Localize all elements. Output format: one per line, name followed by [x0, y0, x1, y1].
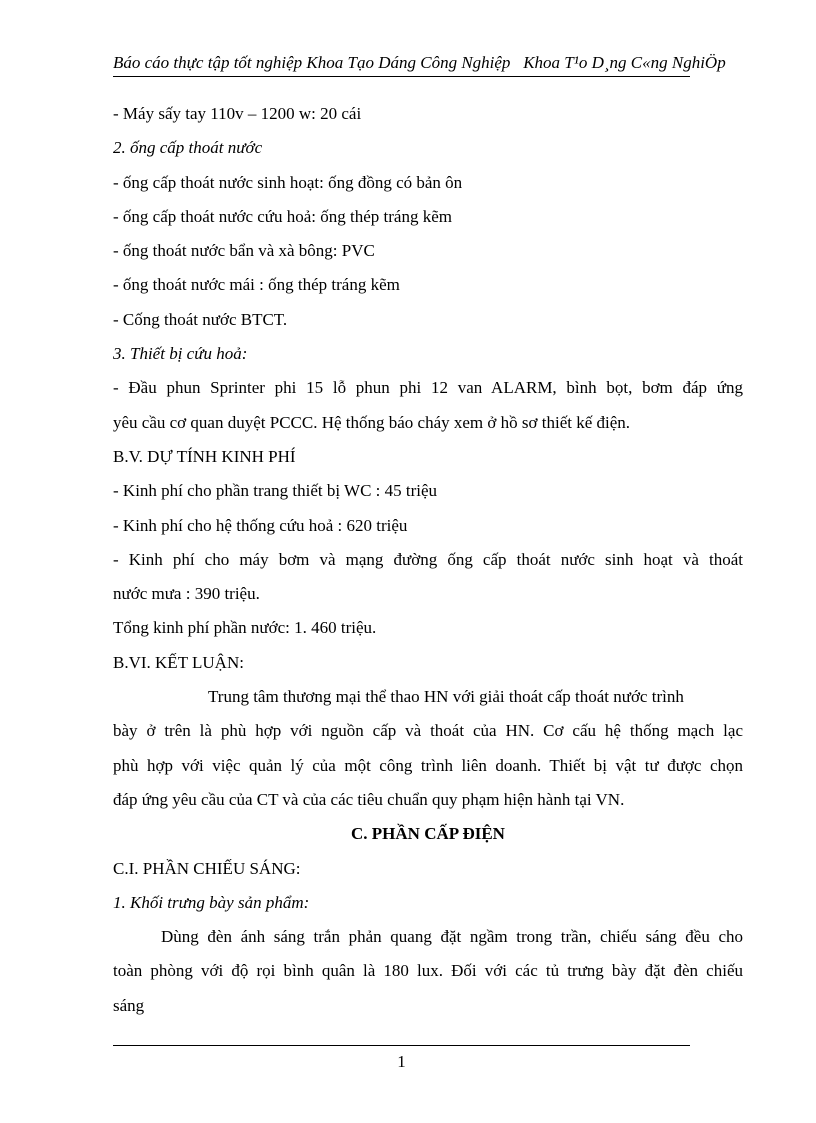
paragraph-line: sáng	[113, 995, 145, 1015]
list-item: - Cống thoát nước BTCT.	[113, 309, 288, 329]
page-header	[113, 52, 726, 77]
section-heading: 3. Thiết bị cứu hoả:	[113, 344, 248, 364]
equipment-line: - Máy sấy tay 110v – 1200 w: 20 cái	[113, 104, 362, 123]
list-item: - ống thoát nước mái : ống thép tráng kẽm	[113, 275, 400, 295]
header-left-text: Báo cáo thực tập tốt nghiệp Khoa Tạo Dáng Công Nghiệp	[113, 53, 511, 72]
section-heading: C.I. PHẦN CHIẾU SÁNG:	[113, 858, 301, 878]
total-line: Tổng kinh phí phần nước: 1. 460 triệu.	[113, 618, 377, 638]
footer-divider	[113, 1045, 690, 1046]
list-item: - Kinh phí cho phần trang thiết bị WC : 45 triệu	[113, 481, 438, 501]
chapter-title: C. PHẦN CẤP ĐIỆN	[351, 824, 505, 844]
paragraph-line: - Đầu phun Sprinter phi 15 lỗ phun phi 12 van ALARM, bình bọt, bơm đáp ứng	[113, 378, 743, 398]
list-item: - ống cấp thoát nước sinh hoạt: ống đồng có bản ôn	[113, 172, 463, 192]
document-body	[113, 97, 743, 1023]
paragraph-line: phù hợp với việc quản lý của một công trình liên doanh. Thiết bị vật tư được chọn	[113, 755, 743, 775]
paragraph-line: - Kinh phí cho máy bơm và mạng đường ống cấp thoát nước sinh hoạt và thoát	[113, 549, 743, 569]
section-heading: 2. ống cấp thoát nước	[113, 138, 263, 158]
list-item: - ống thoát nước bẩn và xà bông: PVC	[113, 241, 375, 261]
subsection-heading: 1. Khối trưng bày sản phẩm:	[113, 892, 310, 912]
paragraph-line: Trung tâm thương mại thể thao HN với giải thoát cấp thoát nước trình	[208, 687, 684, 707]
paragraph-line: toàn phòng với độ rọi bình quân là 180 lux. Đối với các tủ trưng bày đặt đèn chiếu	[113, 961, 743, 981]
paragraph-line: yêu cầu cơ quan duyệt PCCC. Hệ thống báo cháy xem ở hồ sơ thiết kế điện.	[113, 412, 631, 432]
paragraph-line: bày ở trên là phù hợp với nguồn cấp và thoát của HN. Cơ cấu hệ thống mạch lạc	[113, 721, 743, 741]
list-item: - ống cấp thoát nước cứu hoả: ống thép tráng kẽm	[113, 206, 452, 226]
header-right-text: Khoa T¹o D¸ng C«ng NghiÖp	[523, 53, 726, 72]
paragraph-line: nước mưa : 390 triệu.	[113, 584, 260, 604]
list-item: - Kinh phí cho hệ thống cứu hoả : 620 triệu	[113, 515, 408, 535]
paragraph-line: đáp ứng yêu cầu của CT và của các tiêu chuẩn quy phạm hiện hành tại VN.	[113, 789, 625, 809]
paragraph-line: Dùng đèn ánh sáng trắn phản quang đặt ngầm trong trần, chiếu sáng đều cho	[161, 927, 743, 947]
page-number: 1	[397, 1052, 406, 1071]
section-heading: B.VI. KẾT LUẬN:	[113, 652, 244, 672]
section-heading: B.V. DỰ TÍNH KINH PHÍ	[113, 446, 296, 466]
